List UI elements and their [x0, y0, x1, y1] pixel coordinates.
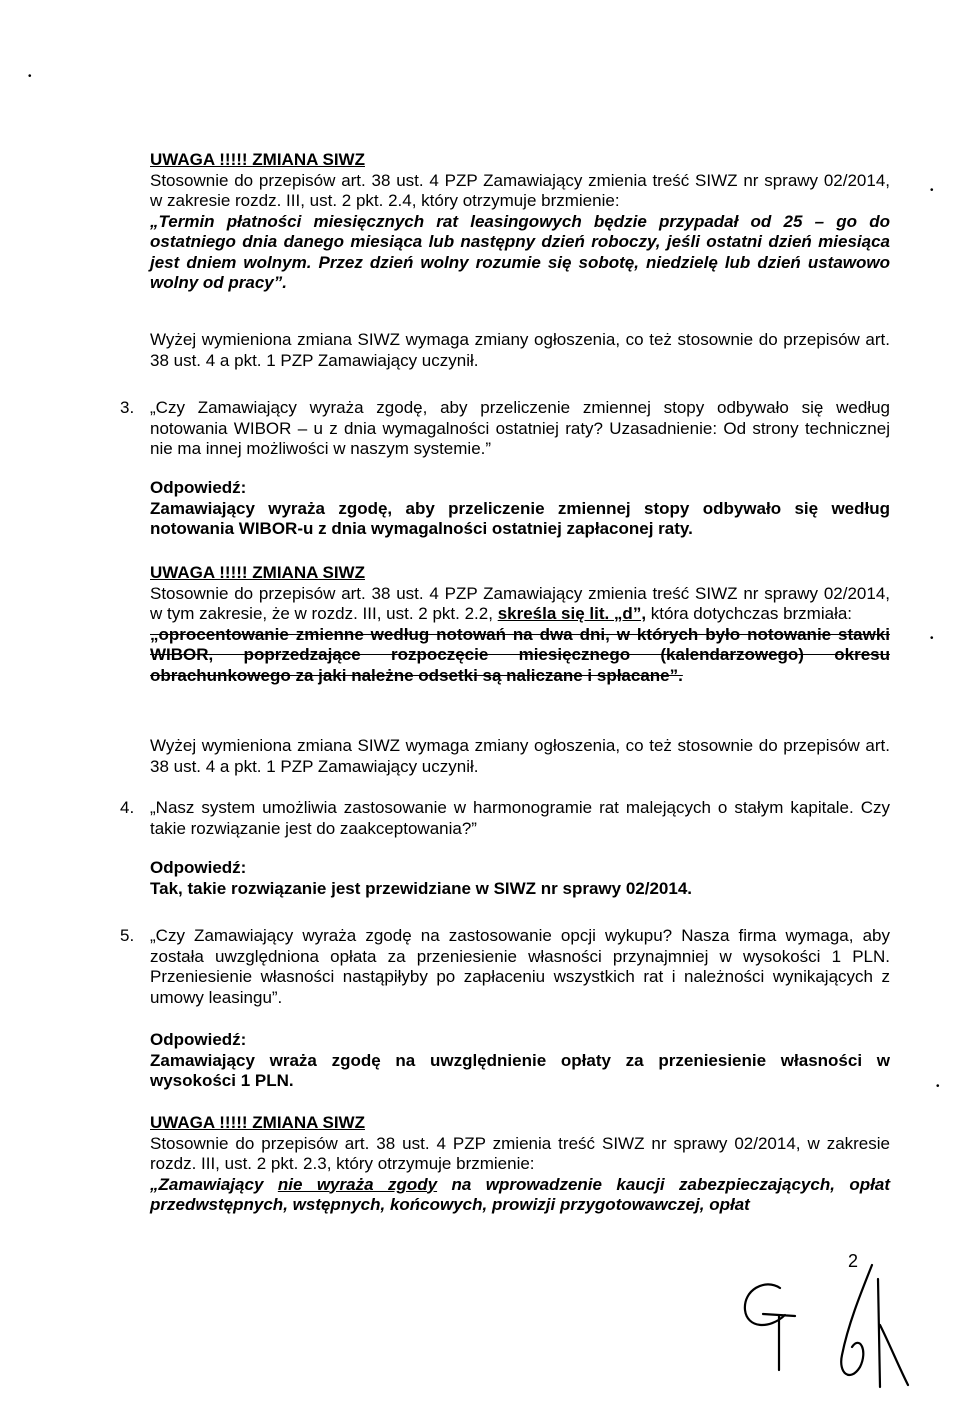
notice-footer: Wyżej wymieniona zmiana SIWZ wymaga zmiany ogłoszenia, co też stosownie do przepisów art. 38 ust. 4 a pkt. 1 PZP Zamawiający uczynił.	[150, 330, 890, 370]
deleted-letter-note: skreśla się lit. „d”,	[497, 604, 647, 623]
notice-3	[150, 1113, 890, 1216]
page-number: 2	[848, 1251, 859, 1271]
question-text: „Nasz system umożliwia zastosowanie w harmonogramie rat malejących o stałym kapitale. Czy takie rozwiązanie jest do zaakceptowania?”	[150, 798, 890, 838]
margin-dot: •	[28, 71, 32, 82]
notice-quote-rest: na wprowadzenie kaucji zabezpieczających, opłat przedwstępnych, wstępnych, końcowych, prowizji przygotowawczej, opłat	[150, 1174, 890, 1214]
question-number: 4.	[120, 798, 135, 817]
question-text: „Czy Zamawiający wyraża zgodę na zastosowanie opcji wykupu? Nasza firma wymaga, aby została uwzględniona opłata za przeniesienie własności przynajmniej w wysokości 1 PLN. Przeniesienie własności nastąpiłyby po zapłaceniu wszystkich rat i należności wynikających z umowy leasingu”.	[150, 926, 890, 1007]
question-number: 5.	[120, 926, 135, 945]
answer-label: Odpowiedź:	[150, 1030, 247, 1049]
notice-intro-end: która dotychczas brzmiała:	[650, 604, 853, 623]
answer-4	[150, 858, 890, 899]
notice-quote: „Termin płatności miesięcznych rat leasingowych będzie przypadał od 25 – go do ostatniego dnia danego miesiąca lub następny dzień roboczy, jeśli ostatni dzień miesiąca jest dniem wolnym. Przez dzień wolny rozumie się sobotę, niedzielę lub dzień ustawowo wolny od pracy”.	[150, 211, 890, 292]
question-3	[120, 398, 890, 460]
notice-footer: Wyżej wymieniona zmiana SIWZ wymaga zmiany ogłoszenia, co też stosownie do przepisów art. 38 ust. 4 a pkt. 1 PZP Zamawiający uczynił.	[150, 736, 890, 776]
notice-heading: UWAGA !!!!! ZMIANA SIWZ	[150, 1113, 365, 1132]
margin-dot: •	[936, 1081, 940, 1092]
question-number: 3.	[120, 398, 135, 417]
notice-heading: UWAGA !!!!! ZMIANA SIWZ	[150, 563, 365, 582]
answer-label: Odpowiedź:	[150, 858, 247, 877]
notice-intro: Stosownie do przepisów art. 38 ust. 4 PZP Zamawiający zmienia treść SIWZ nr sprawy 02/2014, w zakresie rozdz. III, ust. 2 pkt. 2.4, który otrzymuje brzmienie:	[150, 170, 890, 210]
handwritten-initial-signature	[735, 1270, 805, 1380]
notice-quote-emphasis: nie wyraża zgody	[277, 1174, 438, 1194]
margin-dot: •	[930, 185, 934, 196]
answer-text: Zamawiający wraża zgodę na uwzględnienie opłaty za przeniesienie własności w wysokości 1 PLN.	[150, 1050, 890, 1090]
struck-text: „oprocentowanie zmienne według notowań na dwa dni, w których było notowanie stawki WIBOR, poprzedzające rozpoczęcie miesięcznego (kalendarzowego) okresu obrachunkowego za jaki należne odsetki są naliczane i spłacane”.	[150, 624, 890, 685]
answer-3	[150, 478, 890, 540]
question-text: „Czy Zamawiający wyraża zgodę, aby przeliczenie zmiennej stopy odbywało się według notowania WIBOR – u z dnia wymagalności ostatniej raty? Uzasadnienie: Od strony technicznej nie ma innej możliwości w naszym systemie.”	[150, 398, 890, 458]
notice-intro: Stosownie do przepisów art. 38 ust. 4 PZP Zamawiający zmienia treść SIWZ nr sprawy 02/2014, w tym zakresie, że w rozdz. III, ust. 2 pkt. 2.2,	[150, 583, 890, 623]
notice-intro: Stosownie do przepisów art. 38 ust. 4 PZP zmienia treść SIWZ nr sprawy 02/2014, w zakresie rozdz. III, ust. 2 pkt. 2.3, który otrzymuje brzmienie:	[150, 1133, 890, 1173]
notice-2	[150, 563, 890, 686]
notice-quote-start: „Zamawiający	[150, 1174, 264, 1194]
handwritten-signature	[820, 1255, 920, 1395]
answer-label: Odpowiedź:	[150, 478, 247, 497]
notice-1-footer	[150, 330, 890, 371]
notice-2-footer	[150, 736, 890, 777]
answer-text: Tak, takie rozwiązanie jest przewidziane w SIWZ nr sprawy 02/2014.	[150, 878, 692, 898]
answer-text: Zamawiający wyraża zgodę, aby przeliczenie zmiennej stopy odbywało się według notowania WIBOR-u z dnia wymagalności ostatniej zapłaconej raty.	[150, 498, 890, 538]
margin-dot: •	[930, 633, 934, 644]
question-5	[120, 926, 890, 1008]
answer-5	[150, 1030, 890, 1092]
notice-1	[150, 150, 890, 294]
question-4	[120, 798, 890, 839]
notice-heading: UWAGA !!!!! ZMIANA SIWZ	[150, 150, 365, 169]
